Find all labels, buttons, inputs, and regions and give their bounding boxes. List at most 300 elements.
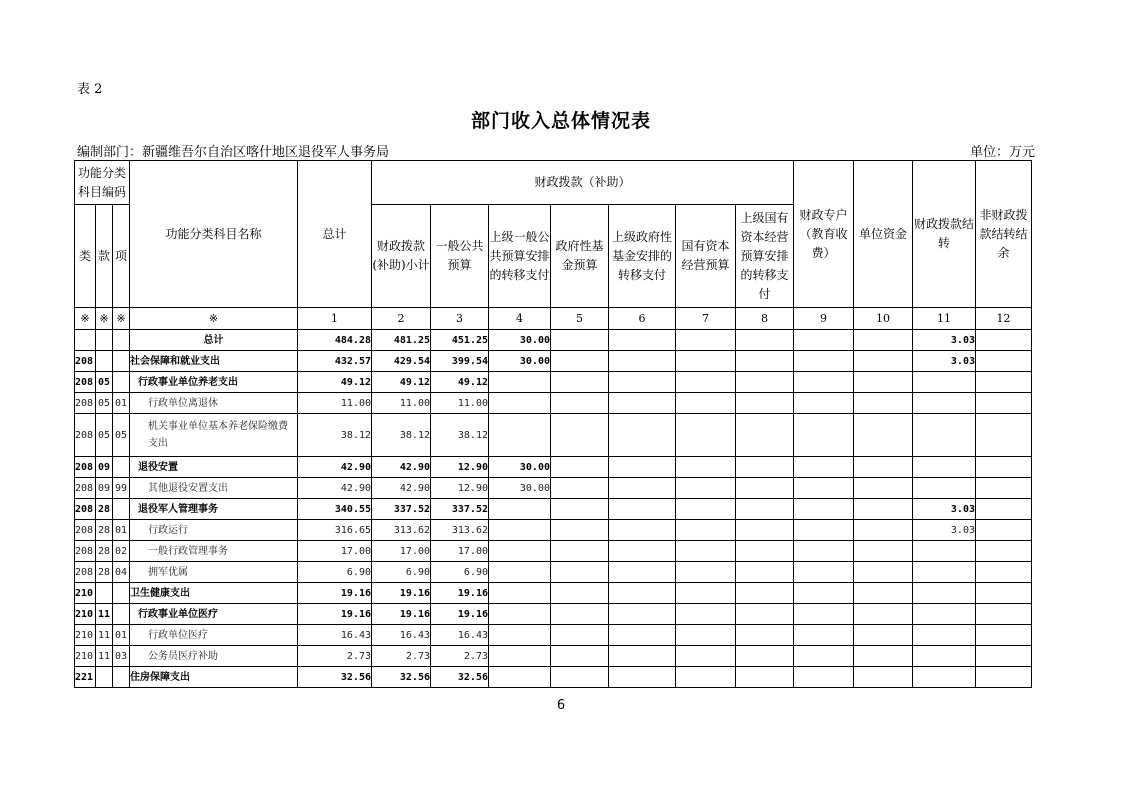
index-cell: 12	[976, 308, 1032, 330]
gov-fund-cell	[551, 625, 609, 646]
item-name: 退役安置	[130, 457, 298, 478]
upper-transfer-cell	[489, 414, 551, 457]
special-account-cell	[794, 478, 854, 499]
table-row	[75, 351, 1032, 372]
table-number-label: 表 2	[77, 82, 103, 97]
special-account-cell	[794, 646, 854, 667]
general-budget-cell: 12.90	[431, 478, 489, 499]
fiscal-subtotal-cell: 19.16	[372, 604, 431, 625]
code-xiang: 01	[113, 393, 130, 414]
header-unit-fund: 单位资金	[854, 161, 913, 308]
upper-state-capital-cell	[736, 330, 794, 351]
header-upper-gov-fund: 上级政府性基金安排的转移支付	[609, 205, 676, 308]
upper-gov-fund-cell	[609, 667, 676, 688]
total-cell: 32.56	[298, 667, 372, 688]
table-row	[75, 457, 1032, 478]
fiscal-subtotal-cell: 42.90	[372, 457, 431, 478]
code-kuan: 11	[96, 604, 113, 625]
header-special: 财政专户（教育收费）	[794, 161, 854, 308]
gov-fund-cell	[551, 330, 609, 351]
table-row	[75, 499, 1032, 520]
upper-state-capital-cell	[736, 667, 794, 688]
code-kuan: 05	[96, 414, 113, 457]
header-gov-fund: 政府性基金预算	[551, 205, 609, 308]
upper-state-capital-cell	[736, 351, 794, 372]
header-general: 一般公共预算	[431, 205, 489, 308]
unit-fund-cell	[854, 541, 913, 562]
code-kuan: 11	[96, 625, 113, 646]
upper-transfer-cell: 30.00	[489, 330, 551, 351]
fiscal-subtotal-cell: 32.56	[372, 667, 431, 688]
upper-transfer-cell	[489, 393, 551, 414]
index-cell: ※	[75, 308, 96, 330]
general-budget-cell: 49.12	[431, 372, 489, 393]
code-kuan: 11	[96, 646, 113, 667]
code-lei: 208	[75, 372, 96, 393]
header-fiscal-group: 财政拨款（补助）	[372, 161, 794, 205]
upper-state-capital-cell	[736, 499, 794, 520]
upper-gov-fund-cell	[609, 583, 676, 604]
non-fiscal-cell	[976, 372, 1032, 393]
total-cell: 49.12	[298, 372, 372, 393]
state-capital-cell	[676, 478, 736, 499]
non-fiscal-cell	[976, 583, 1032, 604]
carryover-cell	[913, 646, 976, 667]
upper-transfer-cell: 30.00	[489, 351, 551, 372]
code-lei	[75, 330, 96, 351]
general-budget-cell: 16.43	[431, 625, 489, 646]
upper-gov-fund-cell	[609, 541, 676, 562]
gov-fund-cell	[551, 604, 609, 625]
special-account-cell	[794, 583, 854, 604]
upper-transfer-cell	[489, 520, 551, 541]
state-capital-cell	[676, 372, 736, 393]
code-xiang: 05	[113, 414, 130, 457]
index-cell: 9	[794, 308, 854, 330]
item-name: 行政事业单位养老支出	[130, 372, 298, 393]
unit-fund-cell	[854, 520, 913, 541]
gov-fund-cell	[551, 393, 609, 414]
header-upper-state-capital: 上级国有资本经营预算安排的转移支付	[736, 205, 794, 308]
header-name: 功能分类科目名称	[130, 161, 298, 308]
code-lei: 208	[75, 541, 96, 562]
total-cell: 19.16	[298, 604, 372, 625]
general-budget-cell: 337.52	[431, 499, 489, 520]
header-total: 总计	[298, 161, 372, 308]
header-xiang: 项	[113, 205, 130, 308]
special-account-cell	[794, 330, 854, 351]
upper-state-capital-cell	[736, 604, 794, 625]
upper-transfer-cell	[489, 372, 551, 393]
fiscal-subtotal-cell: 2.73	[372, 646, 431, 667]
non-fiscal-cell	[976, 667, 1032, 688]
state-capital-cell	[676, 330, 736, 351]
upper-state-capital-cell	[736, 414, 794, 457]
gov-fund-cell	[551, 478, 609, 499]
special-account-cell	[794, 372, 854, 393]
upper-state-capital-cell	[736, 562, 794, 583]
fiscal-subtotal-cell: 481.25	[372, 330, 431, 351]
upper-transfer-cell	[489, 499, 551, 520]
header-kuan: 款	[96, 205, 113, 308]
unit-fund-cell	[854, 351, 913, 372]
carryover-cell	[913, 604, 976, 625]
non-fiscal-cell	[976, 541, 1032, 562]
item-name: 公务员医疗补助	[130, 646, 298, 667]
table-row	[75, 520, 1032, 541]
table-row	[75, 541, 1032, 562]
general-budget-cell: 6.90	[431, 562, 489, 583]
unit-fund-cell	[854, 457, 913, 478]
non-fiscal-cell	[976, 604, 1032, 625]
fiscal-subtotal-cell: 38.12	[372, 414, 431, 457]
upper-gov-fund-cell	[609, 604, 676, 625]
non-fiscal-cell	[976, 499, 1032, 520]
gov-fund-cell	[551, 562, 609, 583]
special-account-cell	[794, 625, 854, 646]
upper-state-capital-cell	[736, 541, 794, 562]
table-row	[75, 478, 1032, 499]
state-capital-cell	[676, 414, 736, 457]
carryover-cell	[913, 625, 976, 646]
special-account-cell	[794, 541, 854, 562]
upper-state-capital-cell	[736, 393, 794, 414]
item-name: 住房保障支出	[130, 667, 298, 688]
code-xiang	[113, 583, 130, 604]
carryover-cell	[913, 414, 976, 457]
header-fiscal-subtotal: 财政拨款(补助)小计	[372, 205, 431, 308]
upper-state-capital-cell	[736, 372, 794, 393]
general-budget-cell: 19.16	[431, 583, 489, 604]
index-cell: 8	[736, 308, 794, 330]
non-fiscal-cell	[976, 625, 1032, 646]
table-row	[75, 393, 1032, 414]
index-cell: 2	[372, 308, 431, 330]
index-cell: 3	[431, 308, 489, 330]
upper-gov-fund-cell	[609, 562, 676, 583]
state-capital-cell	[676, 457, 736, 478]
code-lei: 208	[75, 457, 96, 478]
upper-gov-fund-cell	[609, 646, 676, 667]
item-name: 拥军优属	[130, 562, 298, 583]
index-cell: 10	[854, 308, 913, 330]
special-account-cell	[794, 393, 854, 414]
general-budget-cell: 313.62	[431, 520, 489, 541]
total-cell: 6.90	[298, 562, 372, 583]
code-lei: 208	[75, 351, 96, 372]
index-cell: 4	[489, 308, 551, 330]
item-name: 其他退役安置支出	[130, 478, 298, 499]
total-cell: 42.90	[298, 478, 372, 499]
gov-fund-cell	[551, 667, 609, 688]
code-kuan: 28	[96, 520, 113, 541]
upper-gov-fund-cell	[609, 625, 676, 646]
unit-fund-cell	[854, 499, 913, 520]
upper-state-capital-cell	[736, 457, 794, 478]
carryover-cell	[913, 478, 976, 499]
item-name: 行政事业单位医疗	[130, 604, 298, 625]
state-capital-cell	[676, 351, 736, 372]
item-name: 总计	[130, 330, 298, 351]
carryover-cell	[913, 562, 976, 583]
table-row	[75, 372, 1032, 393]
index-cell: ※	[96, 308, 113, 330]
unit-fund-cell	[854, 562, 913, 583]
table-row	[75, 414, 1032, 457]
upper-gov-fund-cell	[609, 499, 676, 520]
code-xiang: 01	[113, 625, 130, 646]
code-kuan	[96, 351, 113, 372]
unit-fund-cell	[854, 625, 913, 646]
header-lei: 类	[75, 205, 96, 308]
state-capital-cell	[676, 646, 736, 667]
code-kuan	[96, 583, 113, 604]
index-cell: 1	[298, 308, 372, 330]
special-account-cell	[794, 562, 854, 583]
upper-state-capital-cell	[736, 625, 794, 646]
code-lei: 210	[75, 583, 96, 604]
upper-transfer-cell	[489, 583, 551, 604]
code-lei: 208	[75, 520, 96, 541]
code-kuan: 09	[96, 478, 113, 499]
general-budget-cell: 451.25	[431, 330, 489, 351]
upper-state-capital-cell	[736, 520, 794, 541]
general-budget-cell: 38.12	[431, 414, 489, 457]
upper-gov-fund-cell	[609, 330, 676, 351]
code-kuan: 28	[96, 499, 113, 520]
non-fiscal-cell	[976, 562, 1032, 583]
total-cell: 484.28	[298, 330, 372, 351]
fiscal-subtotal-cell: 11.00	[372, 393, 431, 414]
fiscal-subtotal-cell: 337.52	[372, 499, 431, 520]
fiscal-subtotal-cell: 17.00	[372, 541, 431, 562]
index-cell: 7	[676, 308, 736, 330]
total-cell: 19.16	[298, 583, 372, 604]
upper-transfer-cell	[489, 625, 551, 646]
upper-gov-fund-cell	[609, 520, 676, 541]
non-fiscal-cell	[976, 414, 1032, 457]
state-capital-cell	[676, 667, 736, 688]
gov-fund-cell	[551, 414, 609, 457]
code-lei: 208	[75, 562, 96, 583]
state-capital-cell	[676, 625, 736, 646]
general-budget-cell: 12.90	[431, 457, 489, 478]
state-capital-cell	[676, 520, 736, 541]
index-cell: 11	[913, 308, 976, 330]
gov-fund-cell	[551, 372, 609, 393]
code-xiang	[113, 499, 130, 520]
state-capital-cell	[676, 499, 736, 520]
upper-gov-fund-cell	[609, 351, 676, 372]
general-budget-cell: 399.54	[431, 351, 489, 372]
total-cell: 2.73	[298, 646, 372, 667]
header-upper-general: 上级一般公共预算安排的转移支付	[489, 205, 551, 308]
index-cell: 5	[551, 308, 609, 330]
total-cell: 11.00	[298, 393, 372, 414]
non-fiscal-cell	[976, 457, 1032, 478]
header-non-fiscal: 非财政拨款结转结余	[976, 161, 1032, 308]
code-xiang: 02	[113, 541, 130, 562]
non-fiscal-cell	[976, 330, 1032, 351]
index-cell: 6	[609, 308, 676, 330]
index-cell: ※	[130, 308, 298, 330]
code-xiang: 01	[113, 520, 130, 541]
fiscal-subtotal-cell: 49.12	[372, 372, 431, 393]
upper-state-capital-cell	[736, 646, 794, 667]
upper-gov-fund-cell	[609, 393, 676, 414]
item-name: 退役军人管理事务	[130, 499, 298, 520]
upper-transfer-cell	[489, 604, 551, 625]
carryover-cell: 3.03	[913, 351, 976, 372]
upper-transfer-cell	[489, 541, 551, 562]
unit-fund-cell	[854, 330, 913, 351]
total-cell: 432.57	[298, 351, 372, 372]
carryover-cell: 3.03	[913, 330, 976, 351]
code-xiang	[113, 372, 130, 393]
state-capital-cell	[676, 604, 736, 625]
unit-fund-cell	[854, 667, 913, 688]
page-number: 6	[556, 698, 566, 713]
compiling-department: 编制部门：新疆维吾尔自治区喀什地区退役军人事务局	[77, 145, 390, 160]
index-row	[75, 308, 1032, 330]
special-account-cell	[794, 520, 854, 541]
unit-fund-cell	[854, 646, 913, 667]
fiscal-subtotal-cell: 313.62	[372, 520, 431, 541]
code-kuan	[96, 667, 113, 688]
carryover-cell	[913, 583, 976, 604]
fiscal-subtotal-cell: 42.90	[372, 478, 431, 499]
fiscal-subtotal-cell: 16.43	[372, 625, 431, 646]
code-kuan: 28	[96, 562, 113, 583]
fiscal-subtotal-cell: 6.90	[372, 562, 431, 583]
gov-fund-cell	[551, 646, 609, 667]
code-xiang: 99	[113, 478, 130, 499]
general-budget-cell: 32.56	[431, 667, 489, 688]
carryover-cell: 3.03	[913, 499, 976, 520]
unit-fund-cell	[854, 393, 913, 414]
carryover-cell: 3.03	[913, 520, 976, 541]
upper-gov-fund-cell	[609, 372, 676, 393]
table-row	[75, 625, 1032, 646]
code-kuan	[96, 330, 113, 351]
total-cell: 42.90	[298, 457, 372, 478]
code-kuan: 05	[96, 393, 113, 414]
state-capital-cell	[676, 393, 736, 414]
item-name: 卫生健康支出	[130, 583, 298, 604]
upper-transfer-cell: 30.00	[489, 457, 551, 478]
unit-label: 单位：万元	[969, 145, 1035, 160]
carryover-cell	[913, 393, 976, 414]
upper-gov-fund-cell	[609, 478, 676, 499]
item-name: 行政单位离退休	[130, 393, 298, 414]
carryover-cell	[913, 457, 976, 478]
special-account-cell	[794, 667, 854, 688]
unit-fund-cell	[854, 604, 913, 625]
upper-state-capital-cell	[736, 583, 794, 604]
general-budget-cell: 11.00	[431, 393, 489, 414]
special-account-cell	[794, 457, 854, 478]
item-name: 机关事业单位基本养老保险缴费支出	[130, 414, 298, 457]
code-lei: 221	[75, 667, 96, 688]
general-budget-cell: 19.16	[431, 604, 489, 625]
header-code-group: 功能分类科目编码	[75, 161, 130, 205]
upper-transfer-cell: 30.00	[489, 478, 551, 499]
code-xiang: 03	[113, 646, 130, 667]
special-account-cell	[794, 604, 854, 625]
table-row	[75, 562, 1032, 583]
upper-transfer-cell	[489, 667, 551, 688]
page-title: 部门收入总体情况表	[470, 110, 651, 132]
upper-gov-fund-cell	[609, 414, 676, 457]
code-xiang	[113, 351, 130, 372]
item-name: 行政单位医疗	[130, 625, 298, 646]
unit-fund-cell	[854, 583, 913, 604]
total-cell: 17.00	[298, 541, 372, 562]
header-carryover: 财政拨款结转	[913, 161, 976, 308]
state-capital-cell	[676, 541, 736, 562]
fiscal-subtotal-cell: 429.54	[372, 351, 431, 372]
table-row	[75, 646, 1032, 667]
special-account-cell	[794, 351, 854, 372]
total-cell: 38.12	[298, 414, 372, 457]
total-cell: 16.43	[298, 625, 372, 646]
special-account-cell	[794, 414, 854, 457]
state-capital-cell	[676, 562, 736, 583]
code-kuan: 05	[96, 372, 113, 393]
upper-transfer-cell	[489, 562, 551, 583]
carryover-cell	[913, 372, 976, 393]
carryover-cell	[913, 541, 976, 562]
gov-fund-cell	[551, 541, 609, 562]
upper-gov-fund-cell	[609, 457, 676, 478]
code-xiang	[113, 457, 130, 478]
upper-transfer-cell	[489, 646, 551, 667]
department-income-table	[74, 160, 1032, 688]
code-lei: 208	[75, 393, 96, 414]
code-kuan: 09	[96, 457, 113, 478]
upper-state-capital-cell	[736, 478, 794, 499]
unit-fund-cell	[854, 478, 913, 499]
fiscal-subtotal-cell: 19.16	[372, 583, 431, 604]
gov-fund-cell	[551, 457, 609, 478]
code-lei: 210	[75, 646, 96, 667]
general-budget-cell: 2.73	[431, 646, 489, 667]
unit-fund-cell	[854, 372, 913, 393]
total-cell: 340.55	[298, 499, 372, 520]
header-state-capital: 国有资本经营预算	[676, 205, 736, 308]
gov-fund-cell	[551, 499, 609, 520]
table-row	[75, 583, 1032, 604]
general-budget-cell: 17.00	[431, 541, 489, 562]
code-kuan: 28	[96, 541, 113, 562]
item-name: 社会保障和就业支出	[130, 351, 298, 372]
non-fiscal-cell	[976, 646, 1032, 667]
special-account-cell	[794, 499, 854, 520]
non-fiscal-cell	[976, 520, 1032, 541]
code-xiang: 04	[113, 562, 130, 583]
non-fiscal-cell	[976, 351, 1032, 372]
carryover-cell	[913, 667, 976, 688]
gov-fund-cell	[551, 520, 609, 541]
code-lei: 208	[75, 499, 96, 520]
code-lei: 210	[75, 604, 96, 625]
total-cell: 316.65	[298, 520, 372, 541]
gov-fund-cell	[551, 351, 609, 372]
non-fiscal-cell	[976, 478, 1032, 499]
gov-fund-cell	[551, 583, 609, 604]
index-cell: ※	[113, 308, 130, 330]
unit-fund-cell	[854, 414, 913, 457]
